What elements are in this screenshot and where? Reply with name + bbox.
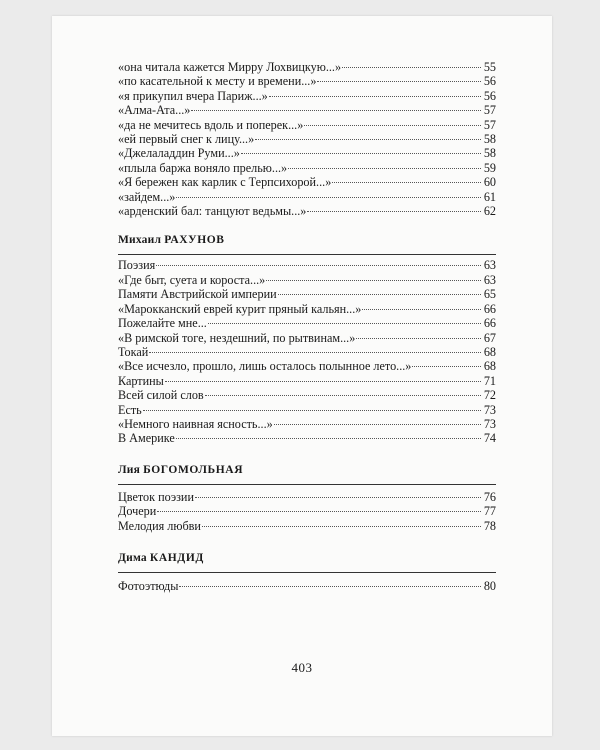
toc-leader-dots	[362, 309, 481, 310]
toc-entry	[118, 175, 496, 189]
toc-leader-dots	[241, 153, 481, 154]
toc-entry-page: 71	[483, 373, 496, 388]
toc-entry-title: «Я бережен как карлик с Терпсихорой...»	[118, 175, 332, 190]
author-first-name: Михаил	[118, 234, 162, 247]
toc-entry	[118, 146, 496, 160]
toc-entry	[118, 204, 496, 218]
toc-entry	[118, 403, 496, 417]
toc-entry	[118, 118, 496, 132]
toc-entry-title: Поэзия	[118, 258, 156, 273]
toc-entry	[118, 345, 496, 359]
toc-leader-dots	[165, 381, 481, 382]
toc-leader-dots	[156, 265, 481, 266]
toc-entry-page: 61	[483, 189, 496, 204]
toc-leader-dots	[304, 125, 481, 126]
toc-leader-dots	[143, 410, 481, 411]
toc-entry-page: 74	[483, 431, 496, 446]
toc-entry-page: 72	[483, 388, 496, 403]
toc-group-1	[118, 60, 496, 218]
toc-entry	[118, 190, 496, 204]
author-last-name: РАХУНОВ	[164, 234, 225, 247]
toc-entry	[118, 60, 496, 74]
toc-group-3	[118, 490, 496, 533]
toc-entry	[118, 287, 496, 301]
toc-entry-page: 56	[483, 88, 496, 103]
toc-leader-dots	[274, 424, 481, 425]
toc-leader-dots	[191, 110, 481, 111]
toc-entry-page: 58	[483, 132, 496, 147]
toc-entry	[118, 331, 496, 345]
toc-entry-page: 66	[483, 301, 496, 316]
toc-entry-title: «зайдем...»	[118, 189, 176, 204]
author-heading-bogomolnaya	[118, 462, 496, 478]
toc-entry-page: 58	[483, 146, 496, 161]
toc-entry-title: «В римской тоге, нездешний, по рытвинам...»	[118, 330, 356, 345]
toc-entry-page: 59	[483, 160, 496, 175]
toc-leader-dots	[149, 352, 481, 353]
toc-entry-page: 78	[483, 518, 496, 533]
toc-entry-page: 55	[483, 60, 496, 74]
toc-leader-dots	[288, 168, 481, 169]
toc-entry	[118, 161, 496, 175]
toc-entry-title: «Марокканский еврей курит пряный кальян...»	[118, 301, 362, 316]
toc-entry-title: Цветок поэзии	[118, 489, 194, 504]
toc-entry-title: «Алма-Ата...»	[118, 103, 191, 118]
toc-entry-page: 57	[483, 103, 496, 118]
toc-entry	[118, 89, 496, 103]
toc-entry-page: 57	[483, 117, 496, 132]
toc-entry-title: Дочери	[118, 504, 157, 519]
toc-entry-page: 60	[483, 175, 496, 190]
toc-leader-dots	[356, 338, 481, 339]
toc-entry-title: «по касательной к месту и времени...»	[118, 74, 317, 89]
toc-entry	[118, 316, 496, 330]
toc-leader-dots	[208, 323, 481, 324]
author-last-name: КАНДИД	[149, 551, 204, 564]
toc-entry	[118, 374, 496, 388]
toc-entry-title: Фотоэтюды	[118, 578, 179, 593]
toc-leader-dots	[317, 81, 481, 82]
toc-entry-title: «арденский бал: танцуют ведьмы...»	[118, 204, 307, 219]
toc-leader-dots	[195, 497, 481, 498]
toc-entry	[118, 519, 496, 533]
toc-entry	[118, 103, 496, 117]
toc-entry-page: 77	[483, 504, 496, 519]
toc-entry-title: «ей первый снег к лицу...»	[118, 132, 255, 147]
toc-leader-dots	[269, 96, 481, 97]
toc-entry-title: «Джелаладдин Руми...»	[118, 146, 240, 161]
toc-entry-title: Пожелайте мне...	[118, 316, 207, 331]
toc-entry	[118, 579, 496, 593]
toc-leader-dots	[266, 280, 481, 281]
author-first-name: Дима	[118, 551, 147, 564]
toc-leader-dots	[176, 438, 481, 439]
toc-entry	[118, 504, 496, 518]
toc-entry-page: 67	[483, 330, 496, 345]
toc-entry-title: Всей силой слов	[118, 388, 204, 403]
toc-entry-page: 65	[483, 287, 496, 302]
toc-leader-dots	[332, 182, 481, 183]
author-heading-rakhunov	[118, 232, 496, 248]
toc-entry-page: 68	[483, 359, 496, 374]
toc-entry-page: 80	[483, 578, 496, 593]
toc-entry-page: 63	[483, 258, 496, 273]
toc-entry-title: «Все исчезло, прошло, лишь осталось полынное лето...»	[118, 359, 412, 374]
toc-entry-page: 73	[483, 402, 496, 417]
toc-entry	[118, 132, 496, 146]
toc-entry-page: 63	[483, 272, 496, 287]
toc-leader-dots	[179, 586, 481, 587]
toc-entry	[118, 302, 496, 316]
toc-entry-title: Картины	[118, 373, 164, 388]
toc-entry-title: Мелодия любви	[118, 518, 201, 533]
toc-entry	[118, 431, 496, 445]
toc-entry	[118, 258, 496, 272]
book-page	[52, 16, 552, 736]
toc-entry	[118, 74, 496, 88]
toc-entry-page: 73	[483, 416, 496, 431]
toc-entry-title: Токай	[118, 344, 149, 359]
toc-group-4	[118, 579, 496, 593]
toc-entry-title: «Немного наивная ясность...»	[118, 416, 273, 431]
toc-entry-page: 76	[483, 489, 496, 504]
toc-leader-dots	[278, 294, 481, 295]
toc-group-2	[118, 258, 496, 445]
page-number: 403	[291, 660, 313, 675]
toc-leader-dots	[307, 211, 481, 212]
toc-entry-title: В Америке	[118, 431, 175, 446]
toc-entry	[118, 417, 496, 431]
toc-entry-page: 56	[483, 74, 496, 89]
toc-entry	[118, 273, 496, 287]
author-first-name: Лия	[118, 463, 141, 476]
toc-entry-title: «Где быт, суета и короста...»	[118, 272, 266, 287]
toc-leader-dots	[255, 139, 481, 140]
toc-leader-dots	[205, 395, 481, 396]
table-of-contents	[118, 44, 496, 593]
toc-leader-dots	[202, 526, 481, 527]
toc-entry-title: «да не мечитесь вдоль и поперек...»	[118, 117, 304, 132]
toc-leader-dots	[157, 511, 481, 512]
toc-entry-page: 68	[483, 344, 496, 359]
toc-entry-page: 66	[483, 316, 496, 331]
toc-leader-dots	[342, 67, 481, 68]
toc-entry-title: «она читала кажется Мирру Лохвицкую...»	[118, 60, 342, 74]
toc-entry-page: 62	[483, 204, 496, 219]
toc-entry	[118, 359, 496, 373]
toc-entry-title: Есть	[118, 402, 142, 417]
toc-leader-dots	[176, 197, 481, 198]
toc-entry-title: «я прикупил вчера Париж...»	[118, 88, 268, 103]
author-heading-kandid	[118, 550, 496, 566]
toc-leader-dots	[412, 366, 481, 367]
toc-entry	[118, 490, 496, 504]
toc-entry-title: «плыла баржа воняло прелью...»	[118, 160, 288, 175]
toc-entry	[118, 388, 496, 402]
toc-entry-title: Памяти Австрийской империи	[118, 287, 277, 302]
author-last-name: БОГОМОЛЬНАЯ	[143, 463, 244, 476]
